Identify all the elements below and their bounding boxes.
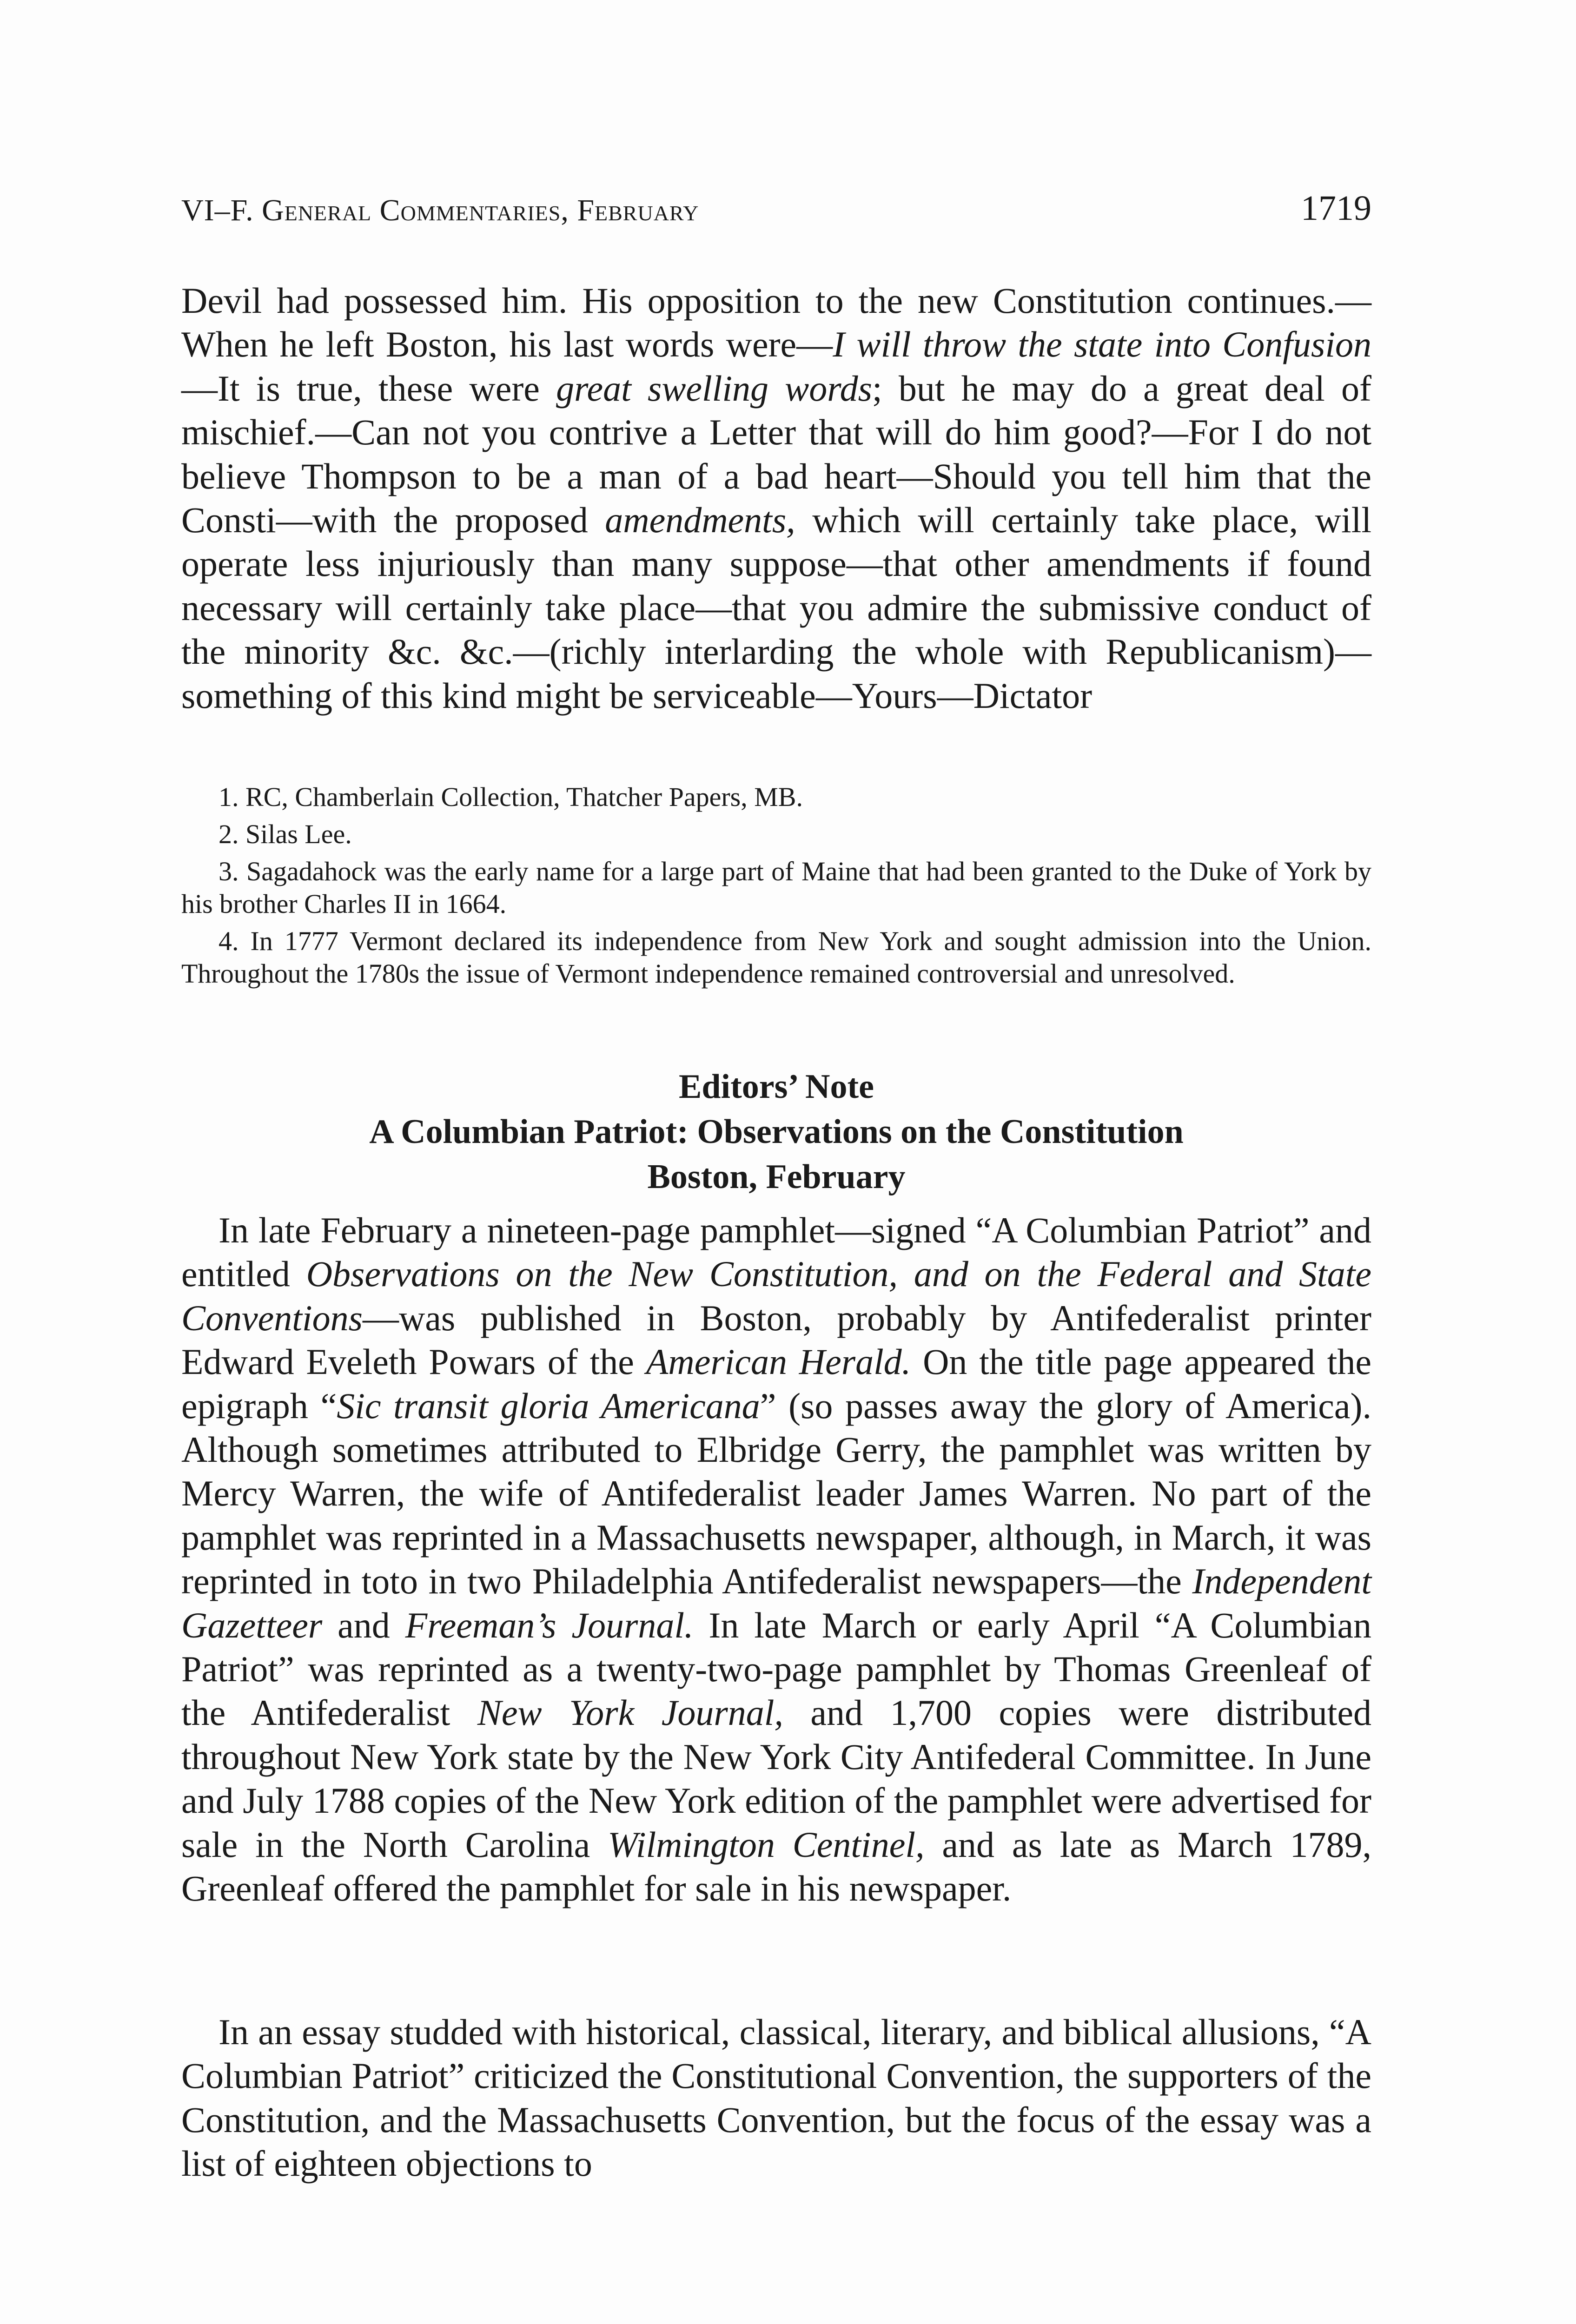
text-segment: which will certainly take place, will operate less injuriously than many suppose—that other amendments if found necessary will certainly take place—that you admire the submissive conduct of the minority &c. &c.—(richly interlarding the whole with Republicanism)—something of this kind might be serviceable—Yours—Dictator [181,500,1371,716]
text-segment-italic: Sic transit gloria Americana [337,1385,760,1426]
text-segment: ” (so passes away the glory of America). Although sometimes attributed to Elbridge Gerry, the pamphlet was written by Mercy Warren, the wife of Antifederalist leader James Warren. No part of the pamphlet was reprinted in a Massachusetts newspaper, although, in March, it was reprinted in toto in two Philadelphia Antifederalist newspapers—the [181,1385,1371,1602]
page-header [181,188,1371,235]
text-segment-italic: Observations on the New Constitution, and on the Federal and State Conventions [181,1254,1371,1338]
text-segment: In an essay studded with historical, classical, literary, and biblical allusions, “A Columbian Patriot” criticized the Constitutional Convention, the supporters of the Constitution, and the Massachusetts Convention, but the focus of the essay was a list of eighteen objections to [181,2012,1371,2184]
footnote-number: 1. [219,782,239,812]
text-segment-italic: Wilmington Centinel, [608,1824,925,1865]
text-segment-italic: Independent Gazetteer [181,1561,1371,1645]
text-segment-italic: American Herald. [646,1341,911,1382]
text-segment: and 1,700 copies were distributed throughout New York state by the New York City Antifederal Committee. In June and July 1788 copies of the New York edition of the pamphlet were advertised for sale in the North Carolina [181,1692,1371,1865]
text-segment-italic: New York Journal, [477,1692,783,1733]
text-segment: In late March or early April “A Columbian Patriot” was reprinted as a twenty-two-page pamphlet by Thomas Greenleaf of the Antifederalist [181,1604,1371,1733]
body-paragraph [181,1208,1371,1911]
footnote-number: 2. [219,819,239,849]
editors-note-paragraph-2 [181,2010,1371,2186]
footnotes [181,781,1371,995]
footnote-text: Sagadahock was the early name for a large part of Maine that had been granted to the Duke of York by his brother Charles II in 1664. [181,856,1371,919]
footnote [181,818,1371,851]
text-segment: On the title page appeared the epigraph “ [181,1341,1371,1426]
text-segment-italic: amendments, [605,500,795,541]
editors-note-heading [181,1064,1371,1200]
text-segment: ; but he may do a great deal of mischief.—Can not you contrive a Letter that will do him good?—For I do not believe Thompson to be a man of a bad heart—Should you tell him that the Consti—with the proposed [181,368,1371,541]
footnote-text: In 1777 Vermont declared its independence from New York and sought admission into the Union. Throughout the 1780s the issue of Vermont independence remained controversial and unresolved. [181,926,1371,989]
footnote-number: 4. [219,926,239,956]
text-segment-italic: great swelling words [556,368,873,409]
footnote [181,925,1371,990]
text-segment: and [322,1604,405,1645]
footnote-number: 3. [219,856,239,886]
section-place-date: Boston, February [647,1158,906,1196]
text-segment-italic: I will throw the state into Confusion [833,324,1371,365]
page-number: 1719 [1301,189,1371,228]
editors-note-paragraph-1 [181,1208,1371,1911]
text-segment: and as late as March 1789, Greenleaf offered the pamphlet for sale in his newspaper. [181,1824,1371,1909]
text-segment: —It is true, these were [181,368,556,409]
section-title: Editors’ Note [679,1068,874,1106]
footnote-text: Silas Lee. [245,819,352,849]
footnote [181,781,1371,813]
text-segment: In late February a nineteen-page pamphlet—signed “A Columbian Patriot” and entitled [181,1210,1371,1294]
letter-paragraph [181,279,1371,718]
footnote-text: RC, Chamberlain Collection, Thatcher Papers, MB. [245,782,803,812]
letter-continuation [181,279,1371,718]
text-segment-italic: Freeman’s Journal. [405,1604,694,1645]
section-subtitle: A Columbian Patriot: Observations on the Constitution [369,1113,1184,1151]
footnote [181,855,1371,920]
body-paragraph [181,2010,1371,2186]
text-segment: —was published in Boston, probably by Antifederalist printer Edward Eveleth Powars of the [181,1297,1371,1382]
text-segment: Devil had possessed him. His opposition to the new Constitution continues.—When he left Boston, his last words were— [181,280,1371,365]
running-head: VI–F. General Commentaries, February [181,193,699,227]
